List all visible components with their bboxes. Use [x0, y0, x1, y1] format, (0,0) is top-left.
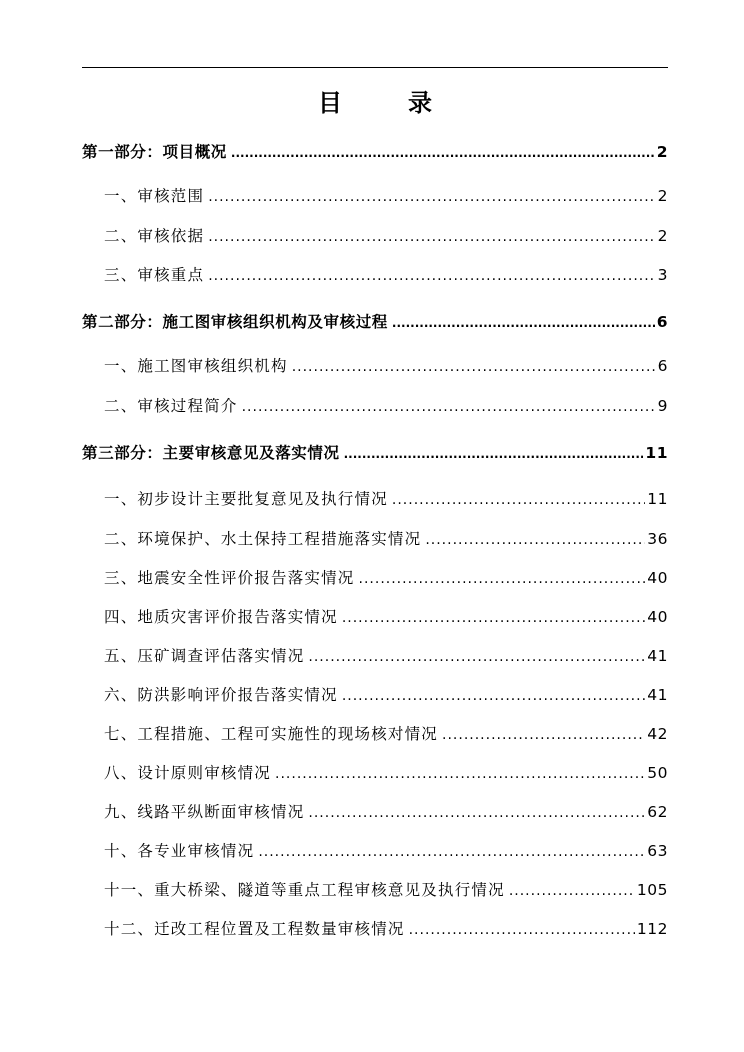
dot-leader	[231, 141, 655, 165]
toc-item-3-4[interactable]	[82, 605, 668, 629]
dot-leader	[208, 225, 655, 249]
toc-part-2[interactable]	[82, 310, 668, 334]
dot-leader	[208, 264, 655, 288]
toc-entry-page: 105	[636, 881, 668, 899]
toc-item-2-1[interactable]	[82, 354, 668, 378]
toc-entry-page: 62	[647, 803, 668, 821]
toc-item-3-3[interactable]	[82, 566, 668, 590]
toc-entry-label: 一、施工图审核组织机构	[104, 357, 288, 375]
toc-entry-label: 五、压矿调查评估落实情况	[104, 647, 305, 665]
toc-entry-label: 第二部分：施工图审核组织机构及审核过程	[82, 313, 388, 331]
toc-title-char-2: 录	[408, 89, 432, 117]
toc-entry-page: 63	[647, 842, 668, 860]
toc-item-3-10[interactable]	[82, 839, 668, 863]
toc-item-3-9[interactable]	[82, 800, 668, 824]
toc-entry-label: 一、初步设计主要批复意见及执行情况	[104, 490, 388, 508]
toc-entry-label: 二、环境保护、水土保持工程措施落实情况	[104, 530, 422, 548]
toc-entry-page: 6	[657, 357, 668, 375]
dot-leader	[275, 762, 645, 786]
toc-item-1-1[interactable]	[82, 184, 668, 208]
toc-entry-label: 一、审核范围	[104, 187, 205, 205]
dot-leader	[392, 311, 655, 335]
dot-leader	[509, 879, 635, 903]
toc-entry-page: 6	[656, 313, 668, 331]
toc-entry-page: 41	[647, 686, 668, 704]
toc-entry-label: 六、防洪影响评价报告落实情况	[104, 686, 338, 704]
toc-entry-label: 第一部分：项目概况	[82, 143, 227, 161]
toc-entry-label: 二、审核依据	[104, 227, 205, 245]
dot-leader	[208, 185, 655, 209]
toc-item-3-1[interactable]	[82, 487, 668, 511]
toc-item-3-11[interactable]	[82, 878, 668, 902]
toc-item-3-7[interactable]	[82, 722, 668, 746]
toc-entry-page: 3	[657, 266, 668, 284]
toc-title	[82, 86, 668, 120]
dot-leader	[342, 684, 645, 708]
toc-entry-page: 42	[647, 725, 668, 743]
toc-entry-label: 八、设计原则审核情况	[104, 764, 272, 782]
dot-leader	[242, 395, 656, 419]
toc-part-3[interactable]	[82, 441, 668, 465]
dot-leader	[342, 606, 645, 630]
toc-item-3-6[interactable]	[82, 683, 668, 707]
toc-entry-label: 九、线路平纵断面审核情况	[104, 803, 305, 821]
toc-entry-label: 七、工程措施、工程可实施性的现场核对情况	[104, 725, 439, 743]
toc-entry-page: 9	[657, 397, 668, 415]
toc-item-3-8[interactable]	[82, 761, 668, 785]
toc-item-3-12[interactable]	[82, 917, 668, 941]
toc-entry-page: 11	[645, 444, 668, 462]
toc-item-1-3[interactable]	[82, 263, 668, 287]
toc-entry-page: 2	[656, 143, 668, 161]
toc-entry-label: 十一、重大桥梁、隧道等重点工程审核意见及执行情况	[104, 881, 505, 899]
toc-entry-page: 2	[657, 227, 668, 245]
toc-entry-label: 十、各专业审核情况	[104, 842, 255, 860]
toc-title-char-1: 目	[318, 89, 342, 117]
toc-entry-page: 11	[647, 490, 668, 508]
toc-entry-label: 三、地震安全性评价报告落实情况	[104, 569, 355, 587]
dot-leader	[344, 442, 644, 466]
dot-leader	[425, 528, 645, 552]
toc-entry-page: 36	[647, 530, 668, 548]
toc-entry-page: 40	[647, 608, 668, 626]
toc-entry-label: 四、地质灾害评价报告落实情况	[104, 608, 338, 626]
toc-entry-label: 十二、迁改工程位置及工程数量审核情况	[104, 920, 405, 938]
dot-leader	[409, 918, 635, 942]
toc-entry-page: 2	[657, 187, 668, 205]
toc-entry-page: 50	[647, 764, 668, 782]
toc-entry-page: 112	[636, 920, 668, 938]
toc-item-1-2[interactable]	[82, 224, 668, 248]
toc-entry-label: 第三部分：主要审核意见及落实情况	[82, 444, 340, 462]
dot-leader	[308, 645, 645, 669]
dot-leader	[292, 355, 656, 379]
toc-part-1[interactable]	[82, 140, 668, 164]
toc-item-2-2[interactable]	[82, 394, 668, 418]
header-rule	[82, 67, 668, 68]
dot-leader	[359, 567, 646, 591]
toc-item-3-2[interactable]	[82, 527, 668, 551]
toc-entry-label: 二、审核过程简介	[104, 397, 238, 415]
dot-leader	[308, 801, 645, 825]
toc-item-3-5[interactable]	[82, 644, 668, 668]
toc-entry-page: 41	[647, 647, 668, 665]
toc-entry-page: 40	[647, 569, 668, 587]
dot-leader	[442, 723, 645, 747]
toc-entry-label: 三、审核重点	[104, 266, 205, 284]
dot-leader	[392, 488, 645, 512]
dot-leader	[258, 840, 645, 864]
